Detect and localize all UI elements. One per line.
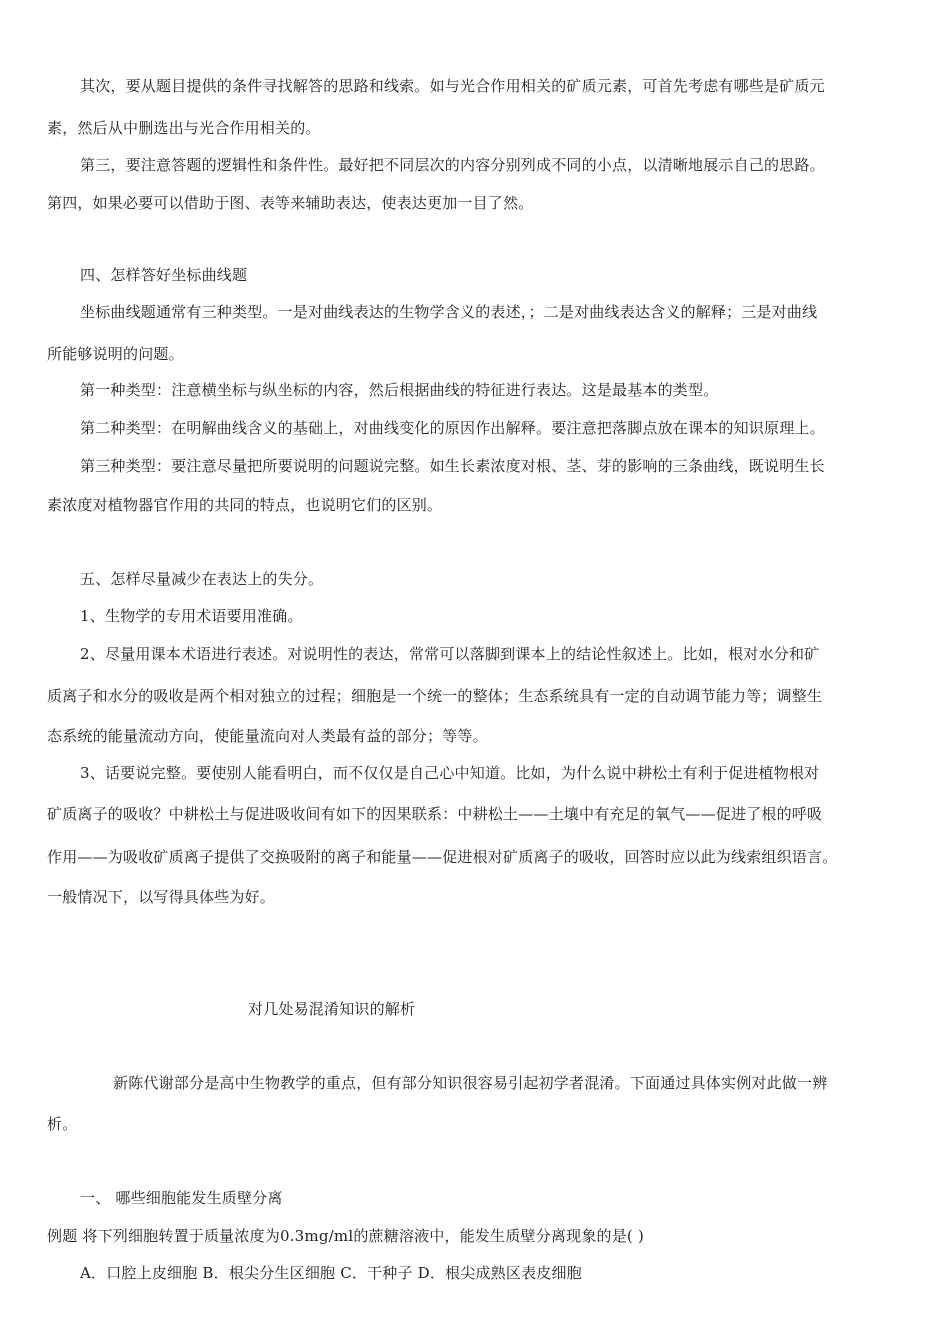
section-heading: 一、 哪些细胞能发生质壁分离: [80, 1189, 283, 1207]
paragraph-line: 质离子和水分的吸收是两个相对独立的过程；细胞是一个统一的整体；生态系统具有一定的自动调节能力等；调整生: [47, 687, 823, 705]
paragraph-line: 第三种类型：要注意尽量把所要说明的问题说完整。如生长素浓度对根、茎、芽的影响的三条曲线，既说明生长: [80, 457, 825, 475]
paragraph-line: 一般情况下，以写得具体些为好。: [47, 888, 276, 906]
document-title: 对几处易混淆知识的解析: [248, 1000, 416, 1018]
paragraph-line: 第四，如果必要可以借助于图、表等来辅助表达，使表达更加一目了然。: [47, 194, 534, 212]
paragraph-line: 态系统的能量流动方向，使能量流向对人类最有益的部分；等等。: [47, 727, 488, 745]
paragraph-line: 其次，要从题目提供的条件寻找解答的思路和线索。如与光合作用相关的矿质元素，可首先考虑有哪些是矿质元: [80, 77, 825, 95]
paragraph-line: 2、尽量用课本术语进行表述。对说明性的表达，常常可以落脚到课本上的结论性叙述上。比如，根对水分和矿: [80, 645, 820, 663]
example-question: 例题 将下列细胞转置于质量浓度为0.3mg/ml的蔗糖溶液中，能发生质壁分离现象的是( ): [47, 1227, 644, 1245]
paragraph-line: 矿质离子的吸收？中耕松土与促进吸收间有如下的因果联系：中耕松土——土壤中有充足的氧气——促进了根的呼吸: [47, 805, 823, 823]
paragraph-line: 析。: [47, 1115, 78, 1133]
answer-options: A．口腔上皮细胞 B．根尖分生区细胞 C．干种子 D．根尖成熟区表皮细胞: [80, 1264, 582, 1282]
paragraph-line: 第一种类型：注意横坐标与纵坐标的内容，然后根据曲线的特征进行表达。这是最基本的类型。: [80, 381, 719, 399]
paragraph-line: 素，然后从中删选出与光合作用相关的。: [47, 119, 321, 137]
paragraph-line: 第二种类型：在明解曲线含义的基础上，对曲线变化的原因作出解释。要注意把落脚点放在课本的知识原理上。: [80, 419, 825, 437]
paragraph-line: 坐标曲线题通常有三种类型。一是对曲线表达的生物学含义的表述，；二是对曲线表达含义的解释；三是对曲线: [80, 303, 818, 321]
paragraph-line: 第三，要注意答题的逻辑性和条件性。最好把不同层次的内容分别列成不同的小点，以清晰地展示自己的思路。: [80, 156, 825, 174]
paragraph-line: 作用——为吸收矿质离子提供了交换吸附的离子和能量——促进根对矿质离子的吸收，回答时应以此为线索组织语言。: [47, 848, 838, 866]
paragraph-line: 所能够说明的问题。: [47, 345, 184, 363]
section-heading: 五、怎样尽量减少在表达上的失分。: [80, 570, 324, 588]
paragraph-line: 新陈代谢部分是高中生物教学的重点，但有部分知识很容易引起初学者混淆。下面通过具体实例对此做一辨: [113, 1074, 828, 1092]
paragraph-line: 3、话要说完整。要使别人能看明白，而不仅仅是自己心中知道。比如，为什么说中耕松土有利于促进植物根对: [80, 764, 820, 782]
paragraph-line: 素浓度对植物器官作用的共同的特点，也说明它们的区别。: [47, 496, 443, 514]
section-heading: 四、怎样答好坐标曲线题: [80, 266, 248, 284]
paragraph-line: 1、生物学的专用术语要用准确。: [80, 607, 303, 625]
